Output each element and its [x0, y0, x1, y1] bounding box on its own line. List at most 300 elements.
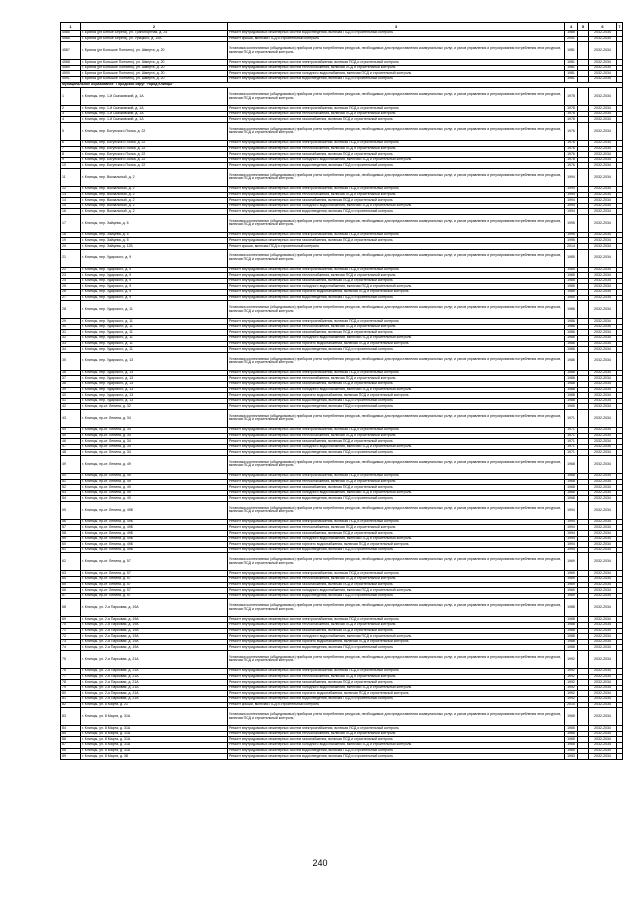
cell-year: 1978 — [565, 117, 578, 123]
cell-period: 2032-2034 — [589, 163, 617, 169]
cell-empty — [578, 599, 589, 617]
cell-address: г. Клинцы, ул. 2-я Парковая, д. 19А — [81, 623, 228, 629]
cell-year: 1988 — [565, 370, 578, 376]
cell-number: 36 — [61, 370, 81, 376]
cell-year: 1978 — [565, 111, 578, 117]
cell-work-type: Ремонт внутридомовых инженерных систем водоотведения, включая ПСД и строительный контроль — [228, 209, 565, 215]
cell-period: 2032-2034 — [589, 203, 617, 209]
cell-number: 32 — [61, 336, 81, 342]
cell-number: 75 — [61, 650, 81, 668]
page-number: 240 — [312, 858, 328, 868]
cell-number: 50 — [61, 473, 81, 479]
cell-period: 2032-2034 — [589, 42, 617, 60]
cell-number: 54 — [61, 496, 81, 502]
cell-address: г. Клинцы, пер. Ударского, д. 13 — [81, 381, 228, 387]
cell-work-type: Установка коллективных (общедомовых) приборов учета потребления ресурсов, необходимых для предоставления коммунальных услуг, и узлов управления и регулирования потребления этих ресурсов, включая ПСД и строительный контроль — [228, 168, 565, 186]
cell-address: г. Клинцы, пер. Богунского Полка, д. 22 — [81, 157, 228, 163]
cell-year: 1971 — [565, 433, 578, 439]
cell-work-type: Ремонт внутридомовых инженерных систем газоснабжения, включая ПСД и строительный контроль — [228, 680, 565, 686]
cell-year: 1994 — [565, 547, 578, 553]
table-row — [61, 352, 623, 370]
cell-empty — [617, 42, 623, 60]
cell-work-type: Ремонт внутридомовых инженерных систем теплоснабжения, включая ПСД и строительный контроль — [228, 525, 565, 531]
cell-year: 1969 — [565, 553, 578, 571]
cell-year: 1968 — [565, 490, 578, 496]
cell-number: 55 — [61, 501, 81, 519]
cell-number: 30 — [61, 324, 81, 330]
cell-year: 1969 — [565, 577, 578, 583]
cell-number: 68 — [61, 599, 81, 617]
cell-number: 53 — [61, 490, 81, 496]
cell-year: 1988 — [565, 623, 578, 629]
cell-year: 1985 — [565, 284, 578, 290]
cell-period: 2032-2034 — [589, 444, 617, 450]
cell-period: 2032-2034 — [589, 519, 617, 525]
cell-empty — [617, 168, 623, 186]
cell-number: 87 — [61, 742, 81, 748]
cell-address: г. Клинцы, ул. 2-я Парковая, д. 21А — [81, 650, 228, 668]
cell-number: 44 — [61, 427, 81, 433]
cell-period: 2032-2034 — [589, 290, 617, 296]
cell-number: 79 — [61, 685, 81, 691]
cell-work-type: Установка коллективных (общедомовых) приборов учета потребления ресурсов, необходимых для предоставления коммунальных услуг, и узлов управления и регулирования потребления этих ресурсов, включая ПСД и строительный контроль — [228, 122, 565, 140]
cell-address: г. Клинцы, пер. Вокзальный, д. 2 — [81, 168, 228, 186]
cell-period: 2032-2034 — [589, 634, 617, 640]
cell-period: 2032-2034 — [589, 244, 617, 250]
cell-work-type: Установка коллективных (общедомовых) приборов учета потребления ресурсов, необходимых для предоставления коммунальных услуг, и узлов управления и регулирования потребления этих ресурсов, включая ПСД и строительный контроль — [228, 553, 565, 571]
cell-year: 1994 — [565, 168, 578, 186]
cell-empty — [578, 501, 589, 519]
cell-address: г. Клинцы, пер. Ударского, д. 9 — [81, 273, 228, 279]
cell-address: г. Клинцы, ул. 2-я Парковая, д. 19А — [81, 639, 228, 645]
cell-empty — [617, 599, 623, 617]
cell-year: 1992 — [565, 674, 578, 680]
cell-year: 1988 — [565, 381, 578, 387]
cell-empty — [578, 214, 589, 232]
cell-period: 2032-2034 — [589, 742, 617, 748]
cell-year: 1976 — [565, 140, 578, 146]
cell-period: 2032-2034 — [589, 628, 617, 634]
cell-number: 63 — [61, 571, 81, 577]
cell-period: 2032-2034 — [589, 617, 617, 623]
cell-year: 1968 — [565, 473, 578, 479]
cell-work-type: Ремонт внутридомовых инженерных систем газоснабжения, включая ПСД и строительный контроль — [228, 152, 565, 158]
header-cell: 5 — [578, 23, 589, 31]
cell-address: г. Клинцы, пер. 1-й Скачковский, д. 1А — [81, 117, 228, 123]
cell-period: 2032-2034 — [589, 726, 617, 732]
cell-period: 2032-2034 — [589, 198, 617, 204]
cell-address: г. Клинцы, пер. Ударского, д. 11 — [81, 336, 228, 342]
cell-number: 10 — [61, 163, 81, 169]
cell-year: 1971 — [565, 450, 578, 456]
cell-address: г. Клинцы, пр-кт. Ленина, д. 57 — [81, 553, 228, 571]
cell-period: 2032-2034 — [589, 708, 617, 726]
cell-year: 1988 — [565, 398, 578, 404]
cell-number: 18 — [61, 232, 81, 238]
cell-address: г. Брянск (рп Большое Полпино), ул. Шмерта, д. 20 — [81, 65, 228, 71]
cell-year: 1969 — [565, 593, 578, 599]
cell-year: 1988 — [565, 617, 578, 623]
cell-period: 2032-2034 — [589, 455, 617, 473]
cell-work-type: Установка коллективных (общедомовых) приборов учета потребления ресурсов, необходимых для предоставления коммунальных услуг, и узлов управления и регулирования потребления этих ресурсов, включая ПСД и строительный контроль — [228, 455, 565, 473]
cell-period: 2032-2034 — [589, 214, 617, 232]
table-row — [61, 409, 623, 427]
table-row — [61, 249, 623, 267]
cell-address: г. Клинцы, пр-кт. Ленина, д. 49 — [81, 473, 228, 479]
register-sheet — [60, 22, 622, 760]
cell-year: 1965 — [565, 404, 578, 410]
cell-empty — [617, 409, 623, 427]
cell-number: 84 — [61, 726, 81, 732]
cell-year: 1994 — [565, 501, 578, 519]
cell-period: 2032-2034 — [589, 232, 617, 238]
cell-address: г. Клинцы, пер. Ударского, д. 11 — [81, 324, 228, 330]
cell-year: 1968 — [565, 485, 578, 491]
cell-number: 1 — [61, 88, 81, 106]
cell-empty — [617, 455, 623, 473]
cell-year: 1968 — [565, 496, 578, 502]
cell-work-type: Ремонт внутридомовых инженерных систем газоснабжения, включая ПСД и строительный контроль — [228, 330, 565, 336]
cell-address: г. Клинцы, пер. Богунского Полка, д. 22 — [81, 122, 228, 140]
cell-number: 56 — [61, 519, 81, 525]
cell-year: 1986 — [565, 347, 578, 353]
header-row — [61, 23, 623, 31]
header-cell: 2 — [81, 23, 228, 31]
cell-work-type: Ремонт внутридомовых инженерных систем горячего водоснабжения, включая ПСД и строительный контроль — [228, 341, 565, 347]
cell-year: 2001 — [565, 36, 578, 42]
cell-number: 4591 — [61, 76, 81, 82]
cell-year: 1995 — [565, 232, 578, 238]
cell-work-type: Ремонт внутридомовых инженерных систем электроснабжения, включая ПСД и строительный контроль — [228, 60, 565, 66]
cell-work-type: Ремонт внутридомовых инженерных систем электроснабжения, включая ПСД и строительный контроль — [228, 140, 565, 146]
table-row — [61, 301, 623, 319]
cell-work-type: Ремонт внутридомовых инженерных систем газоснабжения, включая ПСД и строительный контроль — [228, 737, 565, 743]
cell-period: 2032-2034 — [589, 680, 617, 686]
cell-year: 1994 — [565, 531, 578, 537]
cell-period: 2032-2034 — [589, 599, 617, 617]
cell-year: 1976 — [565, 146, 578, 152]
cell-period: 2032-2034 — [589, 157, 617, 163]
cell-period: 2032-2034 — [589, 209, 617, 215]
cell-number: 13 — [61, 192, 81, 198]
cell-period: 2032-2034 — [589, 536, 617, 542]
cell-work-type: Ремонт внутридомовых инженерных систем теплоснабжения, включая ПСД и строительный контроль — [228, 146, 565, 152]
cell-period: 2032-2034 — [589, 36, 617, 42]
cell-number: 28 — [61, 301, 81, 319]
cell-year: 1988 — [565, 628, 578, 634]
cell-address: г. Клинцы, ул. 8 Марта, д. 21 — [81, 702, 228, 708]
cell-number: 8 — [61, 152, 81, 158]
cell-work-type: Ремонт внутридомовых инженерных систем газоснабжения, включая ПСД и строительный контроль — [228, 198, 565, 204]
table-row — [61, 599, 623, 617]
cell-period: 2032-2034 — [589, 146, 617, 152]
cell-address: г. Клинцы, пр-кт. Ленина, д. 49Б — [81, 519, 228, 525]
cell-empty — [617, 650, 623, 668]
cell-work-type: Ремонт внутридомовых инженерных систем холодного водоснабжения, включая ПСД и строительный контроль — [228, 284, 565, 290]
cell-period: 2032-2034 — [589, 31, 617, 37]
cell-empty — [617, 352, 623, 370]
cell-year: 1995 — [565, 214, 578, 232]
cell-work-type: Установка коллективных (общедомовых) приборов учета потребления ресурсов, необходимых для предоставления коммунальных услуг, и узлов управления и регулирования потребления этих ресурсов, включая ПСД и строительный контроль — [228, 88, 565, 106]
cell-address: г. Клинцы, пер. Вокзальный, д. 2 — [81, 198, 228, 204]
header-cell: 4 — [565, 23, 578, 31]
cell-year: 1988 — [565, 599, 578, 617]
cell-year: 1994 — [565, 192, 578, 198]
cell-period: 2032-2034 — [589, 731, 617, 737]
cell-period: 2032-2034 — [589, 748, 617, 754]
cell-work-type: Ремонт внутридомовых инженерных систем водоотведения, включая ПСД и строительный контроль — [228, 547, 565, 553]
cell-number: 45 — [61, 433, 81, 439]
cell-work-type: Ремонт внутридомовых инженерных систем электроснабжения, включая ПСД и строительный контроль — [228, 519, 565, 525]
cell-work-type: Установка коллективных (общедомовых) приборов учета потребления ресурсов, необходимых для предоставления коммунальных услуг, и узлов управления и регулирования потребления этих ресурсов, включая ПСД и строительный контроль — [228, 650, 565, 668]
cell-year: 1981 — [565, 42, 578, 60]
cell-work-type: Ремонт внутридомовых инженерных систем электроснабжения, включая ПСД и строительный контроль — [228, 106, 565, 112]
cell-work-type: Ремонт внутридомовых инженерных систем водоотведения, включая ПСД и строительный контроль — [228, 31, 565, 37]
cell-work-type: Ремонт внутридомовых инженерных систем теплоснабжения, включая ПСД и строительный контроль — [228, 433, 565, 439]
cell-year: 1988 — [565, 645, 578, 651]
cell-period: 2032-2034 — [589, 582, 617, 588]
cell-empty — [578, 168, 589, 186]
cell-empty — [617, 88, 623, 106]
cell-work-type: Ремонт внутридомовых инженерных систем горячего водоснабжения, включая ПСД и строительный контроль — [228, 393, 565, 399]
cell-year: 1988 — [565, 639, 578, 645]
cell-year: 1985 — [565, 31, 578, 37]
cell-address: г. Клинцы, пер. Ударского, д. 9 — [81, 284, 228, 290]
cell-period: 2032-2034 — [589, 674, 617, 680]
cell-work-type: Ремонт внутридомовых инженерных систем теплоснабжения, включая ПСД и строительный контроль — [228, 623, 565, 629]
cell-year: 1968 — [565, 455, 578, 473]
cell-number: 80 — [61, 691, 81, 697]
cell-number: 14 — [61, 198, 81, 204]
cell-number: 43 — [61, 409, 81, 427]
cell-year: 1985 — [565, 278, 578, 284]
cell-number: 51 — [61, 479, 81, 485]
cell-empty — [578, 352, 589, 370]
cell-work-type: Ремонт внутридомовых инженерных систем горячего водоснабжения, включая ПСД и строительный контроль — [228, 542, 565, 548]
cell-number: 7 — [61, 146, 81, 152]
cell-work-type: Ремонт внутридомовых инженерных систем водоотведения, включая ПСД и строительный контроль — [228, 450, 565, 456]
cell-work-type: Ремонт внутридомовых инженерных систем водоотведения, включая ПСД и строительный контроль — [228, 398, 565, 404]
cell-number: 24 — [61, 278, 81, 284]
cell-number: 29 — [61, 319, 81, 325]
cell-year: 1971 — [565, 439, 578, 445]
table-row — [61, 42, 623, 60]
header-cell: 3 — [228, 23, 565, 31]
cell-address: г. Клинцы, пр-кт. Ленина, д. 34 — [81, 444, 228, 450]
cell-period: 2032-2034 — [589, 439, 617, 445]
cell-address: г. Клинцы, пр-кт. Ленина, д. 57 — [81, 588, 228, 594]
cell-period: 2032-2034 — [589, 696, 617, 702]
cell-work-type: Ремонт внутридомовых инженерных систем теплоснабжения, включая ПСД и строительный контроль — [228, 324, 565, 330]
cell-address: г. Клинцы, пер. Ударского, д. 9 — [81, 295, 228, 301]
cell-empty — [617, 553, 623, 571]
cell-period: 2032-2034 — [589, 140, 617, 146]
cell-number: 35 — [61, 352, 81, 370]
cell-year: 1985 — [565, 267, 578, 273]
cell-year: 1971 — [565, 444, 578, 450]
cell-empty — [578, 455, 589, 473]
cell-address: г. Клинцы, ул. 8 Марта, д. 31А — [81, 742, 228, 748]
cell-work-type: Ремонт внутридомовых инженерных систем холодного водоснабжения, включая ПСД и строительный контроль — [228, 336, 565, 342]
cell-address: г. Клинцы, пер. Зайцева, д. 12Б — [81, 244, 228, 250]
cell-year: 1985 — [565, 295, 578, 301]
cell-period: 2032-2034 — [589, 542, 617, 548]
cell-address: г. Брянск (рп Большое Полпино), ул. Шмерта, д. 20 — [81, 60, 228, 66]
cell-work-type: Ремонт внутридомовых инженерных систем холодного водоснабжения, включая ПСД и строительный контроль — [228, 203, 565, 209]
cell-work-type: Ремонт внутридомовых инженерных систем электроснабжения, включая ПСД и строительный контроль — [228, 726, 565, 732]
cell-number: 4 — [61, 117, 81, 123]
cell-number: 66 — [61, 588, 81, 594]
cell-period: 2032-2034 — [589, 376, 617, 382]
cell-year: 1992 — [565, 650, 578, 668]
cell-year: 1994 — [565, 186, 578, 192]
cell-address: г. Клинцы, ул. 8 Марта, д. 31А — [81, 708, 228, 726]
cell-number: 59 — [61, 536, 81, 542]
cell-year: 1988 — [565, 352, 578, 370]
cell-year: 1965 — [565, 731, 578, 737]
cell-work-type: Ремонт внутридомовых инженерных систем электроснабжения, включая ПСД и строительный контроль — [228, 370, 565, 376]
cell-number: 85 — [61, 731, 81, 737]
cell-work-type: Ремонт внутридомовых инженерных систем электроснабжения, включая ПСД и строительный контроль — [228, 232, 565, 238]
cell-empty — [578, 249, 589, 267]
cell-year: 1981 — [565, 60, 578, 66]
cell-address: г. Клинцы, пр-кт. Ленина, д. 49Б — [81, 525, 228, 531]
table-row — [61, 88, 623, 106]
cell-work-type: Установка коллективных (общедомовых) приборов учета потребления ресурсов, необходимых для предоставления коммунальных услуг, и узлов управления и регулирования потребления этих ресурсов, включая ПСД и строительный контроль — [228, 42, 565, 60]
cell-work-type: Ремонт внутридомовых инженерных систем теплоснабжения, включая ПСД и строительный контроль — [228, 192, 565, 198]
cell-address: г. Клинцы, пер. Вокзальный, д. 2 — [81, 203, 228, 209]
cell-number: 82 — [61, 702, 81, 708]
cell-address: г. Клинцы, ул. 8 Марта, д. 31А — [81, 737, 228, 743]
cell-address: г. Брянск (рп Большое Полпино), ул. Шмерта, д. 20 — [81, 42, 228, 60]
cell-address: г. Брянск (рп Белые Берега), ул. Транспортная, д. 24 — [81, 31, 228, 37]
cell-number: 46 — [61, 439, 81, 445]
cell-work-type: Ремонт внутридомовых инженерных систем газоснабжения, включая ПСД и строительный контроль — [228, 531, 565, 537]
cell-period: 2032-2034 — [589, 450, 617, 456]
cell-number: 12 — [61, 186, 81, 192]
cell-work-type: Ремонт внутридомовых инженерных систем горячего водоснабжения, включая ПСД и строительный контроль — [228, 290, 565, 296]
cell-number: 69 — [61, 617, 81, 623]
cell-address: г. Клинцы, пр-кт. Ленина, д. 32 — [81, 404, 228, 410]
cell-address: г. Клинцы, ул. 8 Марта, д. 31А — [81, 731, 228, 737]
cell-period: 2032-2034 — [589, 668, 617, 674]
cell-work-type: Ремонт внутридомовых инженерных систем электроснабжения, включая ПСД и строительный контроль — [228, 668, 565, 674]
cell-period: 2032-2034 — [589, 336, 617, 342]
cell-number: 83 — [61, 708, 81, 726]
cell-period: 2032-2034 — [589, 60, 617, 66]
cell-period: 2032-2034 — [589, 525, 617, 531]
cell-empty — [617, 122, 623, 140]
cell-period: 2032-2034 — [589, 588, 617, 594]
cell-number: 37 — [61, 376, 81, 382]
header-cell: 1 — [61, 23, 81, 31]
cell-work-type: Ремонт внутридомовых инженерных систем электроснабжения, включая ПСД и строительный контроль — [228, 319, 565, 325]
cell-year: 1988 — [565, 376, 578, 382]
cell-number: 74 — [61, 645, 81, 651]
cell-period: 2032-2034 — [589, 427, 617, 433]
cell-work-type: Ремонт внутридомовых инженерных систем газоснабжения, включая ПСД и строительный контроль — [228, 278, 565, 284]
cell-number: 16 — [61, 209, 81, 215]
cell-period: 2032-2034 — [589, 238, 617, 244]
cell-number: 4586 — [61, 36, 81, 42]
cell-address: г. Клинцы, пер. Ударского, д. 13 — [81, 398, 228, 404]
cell-period: 2032-2034 — [589, 352, 617, 370]
cell-year: 1994 — [565, 198, 578, 204]
cell-work-type: Ремонт внутридомовых инженерных систем горячего водоснабжения, включая ПСД и строительный контроль — [228, 639, 565, 645]
cell-address: г. Клинцы, пр-кт. Ленина, д. 49Б — [81, 531, 228, 537]
cell-number: 81 — [61, 696, 81, 702]
cell-number: 23 — [61, 273, 81, 279]
cell-year: 1969 — [565, 582, 578, 588]
cell-empty — [578, 88, 589, 106]
cell-year: 1992 — [565, 691, 578, 697]
cell-number: 58 — [61, 531, 81, 537]
cell-work-type: Установка коллективных (общедомовых) приборов учета потребления ресурсов, необходимых для предоставления коммунальных услуг, и узлов управления и регулирования потребления этих ресурсов, включая ПСД и строительный контроль — [228, 301, 565, 319]
cell-work-type: Установка коллективных (общедомовых) приборов учета потребления ресурсов, необходимых для предоставления коммунальных услуг, и узлов управления и регулирования потребления этих ресурсов, включая ПСД и строительный контроль — [228, 352, 565, 370]
cell-number: 48 — [61, 450, 81, 456]
cell-period: 2032-2034 — [589, 301, 617, 319]
cell-number: 21 — [61, 249, 81, 267]
cell-number: 76 — [61, 668, 81, 674]
cell-number: 34 — [61, 347, 81, 353]
cell-number: 4588 — [61, 60, 81, 66]
cell-address: г. Клинцы, ул. 2-я Парковая, д. 21А — [81, 696, 228, 702]
cell-work-type: Ремонт внутридомовых инженерных систем электроснабжения, включая ПСД и строительный контроль — [228, 473, 565, 479]
cell-year: 1992 — [565, 685, 578, 691]
cell-period: 2032-2034 — [589, 117, 617, 123]
cell-year: 1985 — [565, 290, 578, 296]
cell-work-type: Ремонт внутридомовых инженерных систем горячего водоснабжения, включая ПСД и строительный контроль — [228, 691, 565, 697]
cell-address: г. Клинцы, ул. 8 Марта, д. 31А — [81, 726, 228, 732]
cell-number: 4590 — [61, 71, 81, 77]
cell-year: 1994 — [565, 525, 578, 531]
municipality-title: Муниципальное образование "Городской округ "город Клинцы" — [61, 82, 623, 88]
cell-year: 1986 — [565, 324, 578, 330]
table-row — [61, 122, 623, 140]
cell-period: 2032-2034 — [589, 623, 617, 629]
cell-year: 1992 — [565, 696, 578, 702]
cell-number: 49 — [61, 455, 81, 473]
cell-period: 2032-2034 — [589, 381, 617, 387]
cell-address: г. Клинцы, пр-кт. Ленина, д. 57 — [81, 582, 228, 588]
cell-address: г. Клинцы, пер. Ударского, д. 9 — [81, 249, 228, 267]
cell-address: г. Клинцы, пр-кт. Ленина, д. 49Б — [81, 501, 228, 519]
cell-period: 2032-2034 — [589, 737, 617, 743]
cell-year: 1969 — [565, 588, 578, 594]
cell-address: г. Клинцы, пр-кт. Ленина, д. 49 — [81, 485, 228, 491]
cell-period: 2032-2034 — [589, 490, 617, 496]
cell-period: 2032-2034 — [589, 547, 617, 553]
cell-number: 88 — [61, 748, 81, 754]
cell-empty — [578, 409, 589, 427]
cell-work-type: Ремонт внутридомовых инженерных систем теплоснабжения, включая ПСД и строительный контроль — [228, 577, 565, 583]
cell-number: 33 — [61, 341, 81, 347]
cell-number: 39 — [61, 387, 81, 393]
cell-number: 65 — [61, 582, 81, 588]
cell-work-type: Ремонт внутридомовых инженерных систем электроснабжения, включая ПСД и строительный контроль — [228, 571, 565, 577]
cell-work-type: Установка коллективных (общедомовых) приборов учета потребления ресурсов, необходимых для предоставления коммунальных услуг, и узлов управления и регулирования потребления этих ресурсов, включая ПСД и строительный контроль — [228, 249, 565, 267]
cell-work-type: Ремонт внутридомовых инженерных систем водоотведения, включая ПСД и строительный контроль — [228, 163, 565, 169]
cell-number: 40 — [61, 393, 81, 399]
cell-address: г. Клинцы, ул. 2-я Парковая, д. 21А — [81, 674, 228, 680]
cell-address: г. Клинцы, ул. 2-я Парковая, д. 19А — [81, 645, 228, 651]
cell-year: 1976 — [565, 122, 578, 140]
cell-work-type: Ремонт крыши, включая ПСД и строительный контроль — [228, 244, 565, 250]
cell-empty — [578, 553, 589, 571]
cell-address: г. Клинцы, пр-кт. Ленина, д. 57 — [81, 577, 228, 583]
cell-period: 2032-2034 — [589, 479, 617, 485]
cell-address: г. Клинцы, пр-кт. Ленина, д. 49 — [81, 490, 228, 496]
